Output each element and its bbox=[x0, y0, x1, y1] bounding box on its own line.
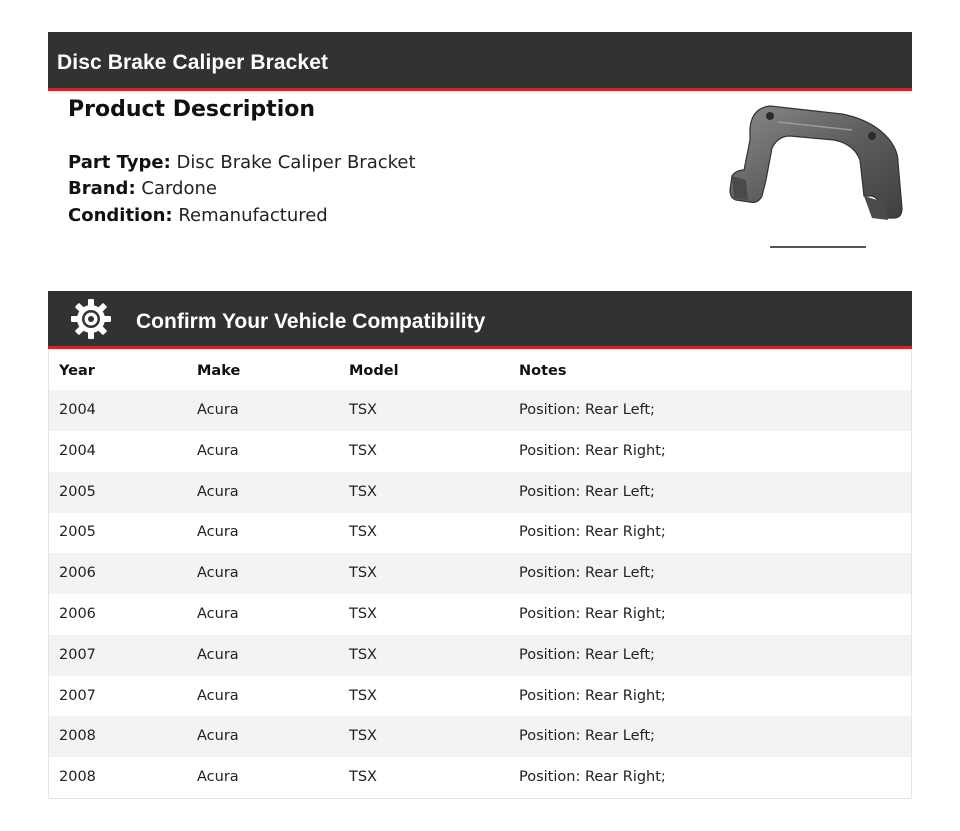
gear-icon bbox=[70, 298, 112, 340]
table-header-row bbox=[49, 349, 911, 390]
table-row bbox=[49, 472, 911, 513]
cell-make: Acura bbox=[197, 442, 239, 459]
cell-model: TSX bbox=[349, 565, 377, 582]
cell-year: 2005 bbox=[59, 524, 96, 541]
table-row bbox=[49, 716, 911, 757]
cell-model: TSX bbox=[349, 769, 377, 786]
cell-year: 2007 bbox=[59, 646, 96, 663]
cell-year: 2004 bbox=[59, 442, 96, 459]
spec-value: Remanufactured bbox=[178, 205, 328, 226]
column-header-year: Year bbox=[59, 363, 95, 379]
table-row bbox=[49, 594, 911, 635]
cell-make: Acura bbox=[197, 606, 239, 622]
table-row bbox=[49, 635, 911, 676]
column-header-notes: Notes bbox=[519, 363, 567, 379]
table-row bbox=[49, 512, 911, 553]
table-row bbox=[49, 553, 911, 594]
cell-year: 2004 bbox=[59, 402, 96, 418]
product-description-heading: Product Description bbox=[68, 97, 316, 122]
spec-label: Condition: bbox=[68, 205, 173, 226]
cell-notes: Position: Rear Right; bbox=[519, 606, 666, 622]
column-header-make: Make bbox=[197, 363, 241, 379]
cell-year: 2007 bbox=[59, 687, 96, 704]
cell-year: 2005 bbox=[59, 483, 96, 500]
spec-condition bbox=[68, 205, 328, 226]
cell-model: TSX bbox=[349, 728, 377, 745]
cell-notes: Position: Rear Left; bbox=[519, 565, 655, 582]
table-row bbox=[49, 390, 911, 431]
cell-year: 2008 bbox=[59, 769, 96, 786]
cell-make: Acura bbox=[197, 646, 239, 663]
cell-model: TSX bbox=[349, 524, 377, 541]
cell-model: TSX bbox=[349, 442, 377, 459]
cell-year: 2006 bbox=[59, 606, 96, 622]
cell-year: 2006 bbox=[59, 565, 96, 582]
table-row bbox=[49, 676, 911, 717]
spec-brand bbox=[68, 178, 217, 199]
cell-notes: Position: Rear Right; bbox=[519, 769, 666, 786]
cell-notes: Position: Rear Right; bbox=[519, 524, 666, 541]
cell-notes: Position: Rear Left; bbox=[519, 728, 655, 745]
cell-year: 2008 bbox=[59, 728, 96, 745]
cell-model: TSX bbox=[349, 646, 377, 663]
compatibility-title: Confirm Your Vehicle Compatibility bbox=[136, 310, 486, 333]
cell-model: TSX bbox=[349, 687, 377, 704]
cell-model: TSX bbox=[349, 483, 377, 500]
compatibility-table bbox=[48, 349, 912, 799]
spec-label: Brand: bbox=[68, 178, 136, 199]
cell-notes: Position: Rear Right; bbox=[519, 687, 666, 704]
cell-make: Acura bbox=[197, 483, 239, 500]
table-row bbox=[49, 431, 911, 472]
cell-model: TSX bbox=[349, 606, 377, 622]
cell-notes: Position: Rear Left; bbox=[519, 402, 655, 418]
cell-notes: Position: Rear Left; bbox=[519, 483, 655, 500]
cell-make: Acura bbox=[197, 769, 239, 786]
cell-make: Acura bbox=[197, 728, 239, 745]
product-title-bar bbox=[48, 32, 912, 91]
compatibility-bar bbox=[48, 291, 912, 349]
cell-model: TSX bbox=[349, 402, 377, 418]
spec-value: Disc Brake Caliper Bracket bbox=[176, 152, 416, 173]
cell-notes: Position: Rear Left; bbox=[519, 646, 655, 663]
cell-make: Acura bbox=[197, 402, 239, 418]
cell-make: Acura bbox=[197, 524, 239, 541]
spec-label: Part Type: bbox=[68, 152, 171, 173]
column-header-model: Model bbox=[349, 363, 399, 379]
cell-make: Acura bbox=[197, 687, 239, 704]
cell-make: Acura bbox=[197, 565, 239, 582]
spec-part-type bbox=[68, 152, 416, 173]
spec-value: Cardone bbox=[141, 178, 217, 199]
table-row bbox=[49, 757, 911, 798]
product-title: Disc Brake Caliper Bracket bbox=[57, 51, 329, 74]
caliper-bracket-image bbox=[722, 100, 908, 252]
cell-notes: Position: Rear Right; bbox=[519, 442, 666, 459]
